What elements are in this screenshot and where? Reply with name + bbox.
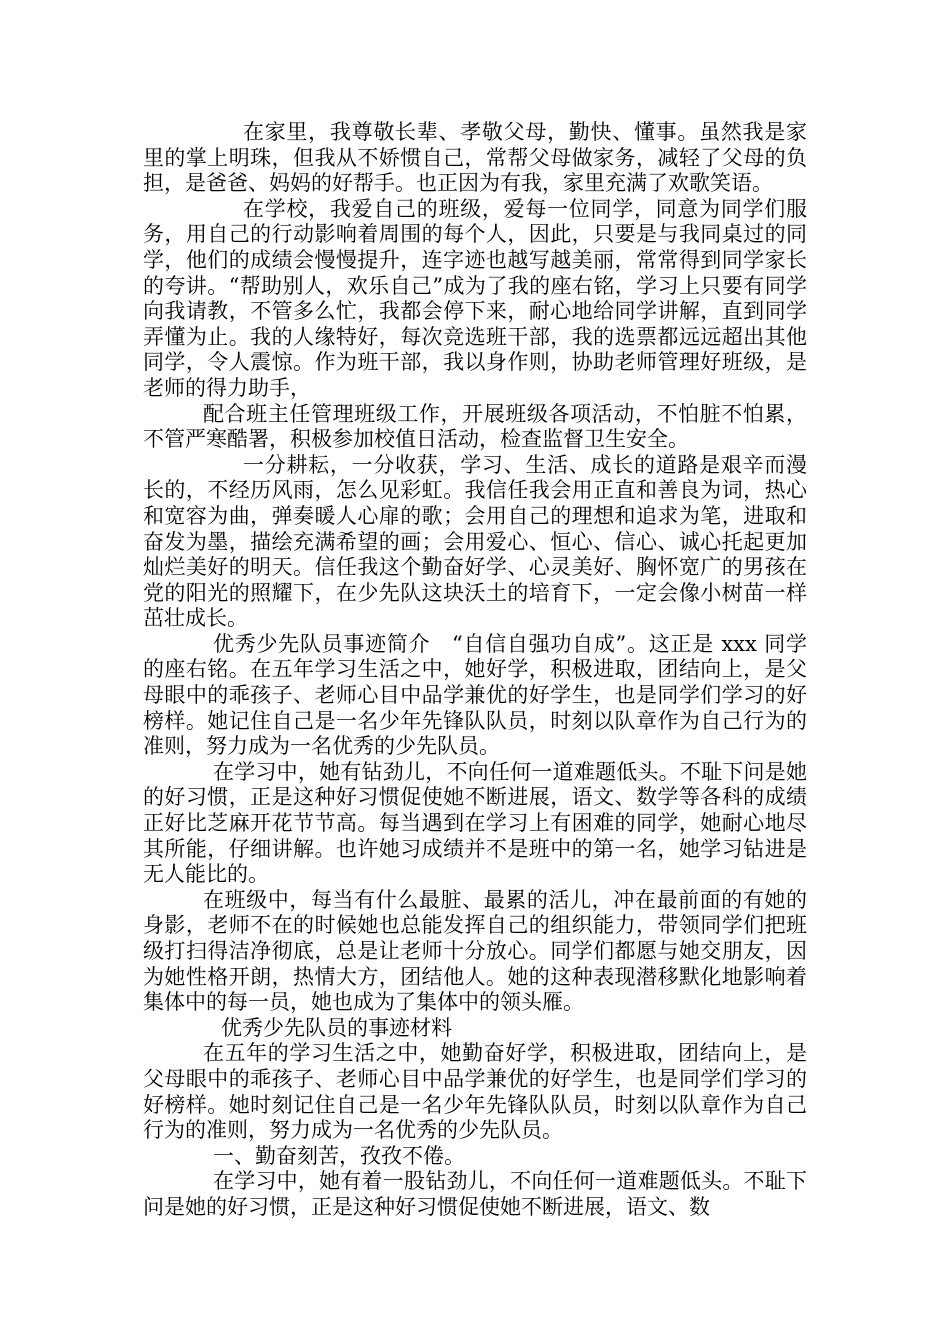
- document-page: [143, 120, 807, 1221]
- paragraph-class-duties: 配合班主任管理班级工作，开展班级各项活动，不怕脏不怕累，不管严寒酷署，积极参加校值日活动，检查监督卫生安全。: [143, 401, 807, 452]
- paragraph-school: 在学校，我爱自己的班级，爱每一位同学，同意为同学们服务，用自己的行动影响着周围的每个人，因此，只要是与我同桌过的同学，他们的成绩会慢慢提升，连字迹也越写越美丽，常常得到同学家长的夸讲。“帮助别人，欢乐自己”成为了我的座右铭，学习上只要有同学向我请教，不管多么忙，我都会停下来，耐心地给同学讲解，直到同学弄懂为止。我的人缘特好，每次竞选班干部，我的选票都远远超出其他同学，令人震惊。作为班干部，我以身作则，协助老师管理好班级，是老师的得力助手，: [143, 196, 807, 400]
- paragraph-profile-intro: 优秀少先队员事迹简介 “自信自强功自成”。这正是 xxx 同学的座右铭。在五年学习生活之中，她好学，积极进取，团结向上，是父母眼中的乖孩子、老师心目中品学兼优的好学生，也是同学们学习的好榜样。她记住自己是一名少年先锋队队员，时刻以队章作为自己行为的准则，努力成为一名优秀的少先队员。: [143, 631, 807, 759]
- paragraph-home: 在家里，我尊敬长辈、孝敬父母，勤快、懂事。虽然我是家里的掌上明珠，但我从不娇惯自己，常帮父母做家务，减轻了父母的负担，是爸爸、妈妈的好帮手。也正因为有我，家里充满了欢歌笑语。: [143, 120, 807, 196]
- paragraph-study: 在学习中，她有钻劲儿，不向任何一道难题低头。不耻下问是她的好习惯，正是这种好习惯促使她不断进展，语文、数学等各科的成绩正好比芝麻开花节节高。每当遇到在学习上有困难的同学，她耐心地尽其所能，仔细讲解。也许她习成绩并不是班中的第一名，她学习钻进是无人能比的。: [143, 759, 807, 887]
- paragraph-effort: 一分耕耘，一分收获，学习、生活、成长的道路是艰辛而漫长的，不经历风雨，怎么见彩虹。我信任我会用正直和善良为词，热心和宽容为曲，弹奏暖人心扉的歌；会用自己的理想和追求为笔，进取和奋发为墨，描绘充满希望的画；会用爱心、恒心、信心、诚心托起更加灿烂美好的明天。信任我这个勤奋好学、心灵美好、胸怀宽广的男孩在党的阳光的照耀下，在少先队这块沃土的培育下，一定会像小树苗一样茁壮成长。: [143, 452, 807, 631]
- section-heading-materials: 优秀少先队员的事迹材料: [221, 1015, 452, 1040]
- paragraph-class-leader: 在班级中，每当有什么最脏、最累的活儿，冲在最前面的有她的身影，老师不在的时候她也总能发挥自己的组织能力，带领同学们把班级打扫得洁净彻底，总是让老师十分放心。同学们都愿与她交朋友，因为她性格开朗，热情大方，团结他人。她的这种表现潜移默化地影响着集体中的每一员，她也成为了集体中的领头雁。: [143, 887, 807, 1015]
- paragraph-study-continued: 在学习中，她有着一股钻劲儿，不向任何一道难题低头。不耻下问是她的好习惯，正是这种好习惯促使她不断进展，语文、数: [143, 1169, 807, 1219]
- subheading-diligence: 一、勤奋刻苦，孜孜不倦。: [213, 1143, 465, 1168]
- paragraph-five-years: 在五年的学习生活之中，她勤奋好学，积极进取，团结向上，是父母眼中的乖孩子、老师心目中品学兼优的好学生，也是同学们学习的好榜样。她时刻记住自己是一名少年先锋队队员，时刻以队章作为自己行为的准则，努力成为一名优秀的少先队员。: [143, 1041, 807, 1143]
